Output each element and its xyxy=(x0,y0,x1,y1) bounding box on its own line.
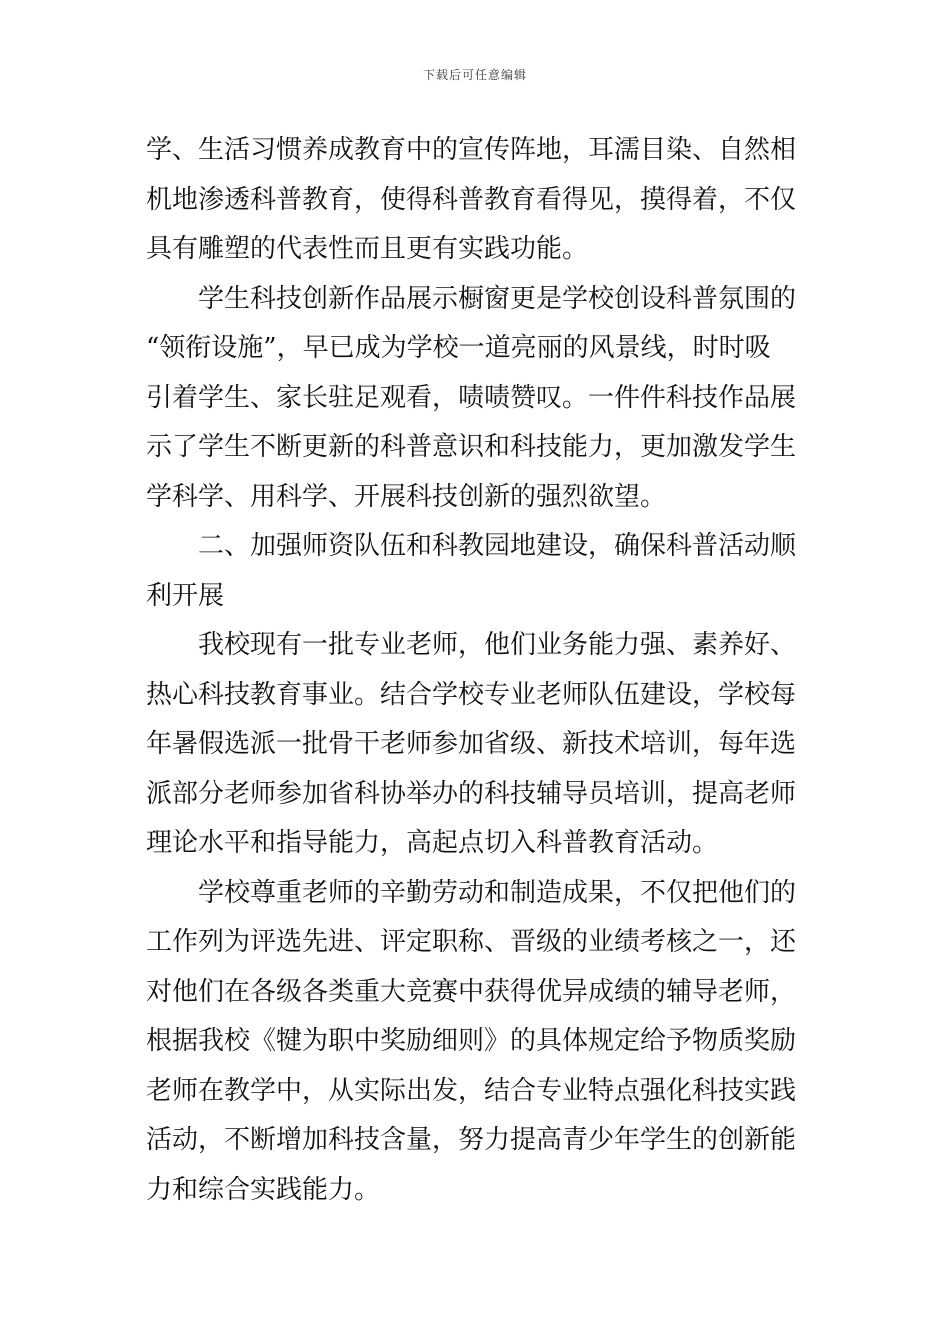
text-line: 派部分老师参加省科协举办的科技辅导员培训，提高老师 xyxy=(146,778,797,809)
paragraph xyxy=(146,621,806,869)
text-line: 工作列为评选先进、评定职称、晋级的业绩考核之一，还 xyxy=(146,927,797,957)
page-header-note: 下载后可任意编辑 xyxy=(422,68,527,82)
text-line: 示了学生不断更新的科普意识和科技能力，更加激发学生 xyxy=(146,432,797,462)
text-line: 引着学生、家长驻足观看，啧啧赞叹。一件件科技作品展 xyxy=(146,382,797,413)
text-line: 我校现有一批专业老师，他们业务能力强、素养好、 xyxy=(198,630,797,660)
text-line: 年暑假选派一批骨干老师参加省级、新技术培训，每年选 xyxy=(146,729,797,759)
text-line: 活动，不断增加科技含量，努力提高青少年学生的创新能 xyxy=(146,1125,797,1155)
text-line: 热心科技教育事业。结合学校专业老师队伍建设，学校每 xyxy=(146,679,797,710)
section-heading xyxy=(146,522,806,621)
text-line: 利开展 xyxy=(146,580,225,611)
text-line: 学生科技创新作品展示橱窗更是学校创设科普氛围的 xyxy=(198,283,797,314)
text-line: 学、生活习惯养成教育中的宣传阵地，耳濡目染、自然相 xyxy=(146,135,797,165)
text-line: 具有雕塑的代表性而且更有实践功能。 xyxy=(146,234,589,264)
text-line: 根据我校《犍为职中奖励细则》的具体规定给予物质奖励 xyxy=(146,1026,797,1056)
text-line: 理论水平和指导能力，高起点切入科普教育活动。 xyxy=(146,828,719,858)
text-line: 老师在教学中，从实际出发，结合专业特点强化科技实践 xyxy=(146,1075,797,1106)
text-line: 二、加强师资队伍和科教园地建设，确保科普活动顺 xyxy=(198,531,797,561)
paragraph xyxy=(146,869,806,1216)
text-line: “领衔设施”，早已成为学校一道亮丽的风景线，时时吸 xyxy=(146,333,771,363)
text-line: 对他们在各级各类重大竞赛中获得优异成绩的辅导老师， xyxy=(146,976,797,1007)
text-line: 学科学、用科学、开展科技创新的强烈欲望。 xyxy=(146,481,667,512)
paragraph xyxy=(146,275,806,523)
document-body xyxy=(146,126,806,1215)
text-line: 力和综合实践能力。 xyxy=(146,1174,381,1205)
paragraph xyxy=(146,126,806,275)
text-line: 机地渗透科普教育，使得科普教育看得见，摸得着，不仅 xyxy=(146,184,797,215)
text-line: 学校尊重老师的辛勤劳动和制造成果，不仅把他们的 xyxy=(198,877,797,908)
